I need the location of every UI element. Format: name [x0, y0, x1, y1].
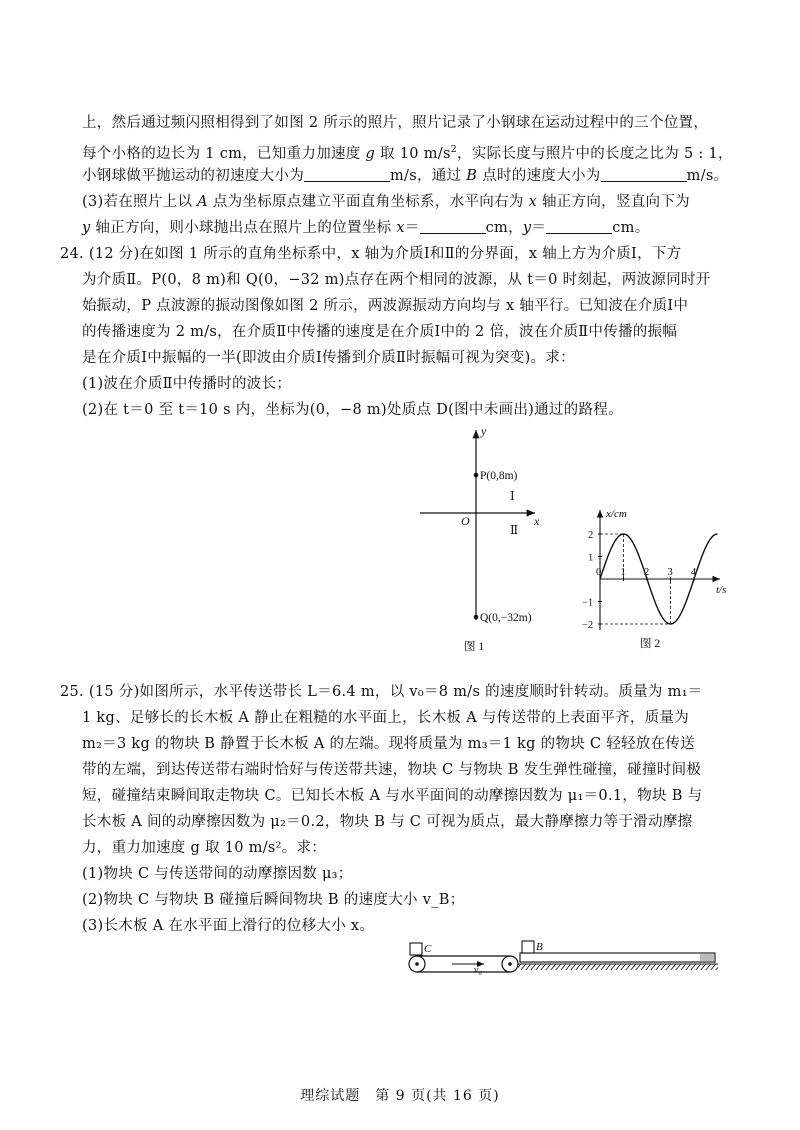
q23-var-x: x [528, 194, 538, 210]
fig2-y-tick-label: −2 [582, 620, 594, 631]
q23-line-1: 上，然后通过频闪照相得到了如图 2 所示的照片，照片记录了小钢球在运动过程中的三个位置， [82, 115, 709, 131]
velocity-label: v₀ [474, 965, 482, 976]
q25-line-7: 力，重力加速度 g 取 10 m/s²。求： [82, 840, 327, 856]
q23-line-3d: m/s。 [686, 168, 729, 184]
q23-var-B: B [466, 168, 478, 184]
page-footer: 理综试题 第 9 页(共 16 页) [300, 1088, 500, 1104]
q23-line-3c: 点时的速度大小为 [477, 168, 601, 184]
q23-line-5d: ＝ [531, 220, 547, 236]
fig2-y-tick-label: 1 [588, 552, 594, 564]
q23-line-3 [82, 166, 728, 186]
q24-line-2: 为介质Ⅱ。P(0，8 m)和 Q(0，−32 m)点存在两个相同的波源，从 t＝0 时刻起，两波源同时开 [82, 272, 711, 288]
q24-line-4: 的传播速度为 2 m/s，在介质Ⅱ中传播的速度是在介质Ⅰ中的 2 倍，波在介质Ⅱ中传播的振幅 [82, 324, 678, 340]
fig2-x-tick-label: 3 [667, 567, 673, 578]
fig2-x-label: t/s [716, 584, 727, 596]
left-pulley-axle [415, 962, 419, 966]
fig1-caption: 图 1 [464, 641, 485, 653]
q25-line-6: 长木板 A 间的动摩擦因数为 μ₂＝0.2，物块 B 与 C 可视为质点，最大静摩擦力等于滑动摩擦 [82, 814, 693, 830]
fig1-p-label: P(0,8m) [480, 470, 518, 482]
fig2-y-tick-label: 2 [588, 530, 594, 541]
answer-blank-v0[interactable] [304, 167, 390, 182]
answer-blank-vB[interactable] [601, 167, 687, 182]
fig1-origin-label: O [461, 514, 470, 528]
fig2-x-tick-label: 2 [644, 567, 650, 578]
q23-var-y2: y [522, 220, 532, 236]
q23-line-4b: 点为坐标原点建立平面直角坐标系，水平向右为 [207, 194, 529, 210]
q23-var-A: A [197, 194, 208, 210]
q25-line-1: 25. (15 分)如图所示，水平传送带长 L＝6.4 m，以 v₀＝8 m/s 的速度顺时针转动。质量为 m₁＝ [60, 684, 703, 700]
fig2-caption: 图 2 [640, 638, 661, 650]
figure-3-conveyor [400, 935, 720, 980]
q24-line-7: (2)在 t＝0 至 t＝10 s 内，坐标为(0，−8 m)处质点 D(图中未画出)通过的路程。 [82, 402, 623, 418]
q23-line-2 [82, 140, 733, 164]
q25-line-10: (3)长木板 A 在水平面上滑行的位移大小 x。 [82, 918, 375, 934]
q23-line-5e: cm。 [612, 220, 650, 236]
q25-line-4: 带的左端，到达传送带右端时恰好与传送带共速，物块 C 与物块 B 发生弹性碰撞，碰撞时间极 [82, 762, 702, 778]
answer-blank-x[interactable] [420, 219, 486, 234]
q23-line-5a: 轴正方向，则小球抛出点在照片上的位置坐标 [90, 220, 397, 236]
q23-line-5 [82, 218, 650, 238]
q25-line-5: 短，碰撞结束瞬间取走物块 C。已知长木板 A 与水平面间的动摩擦因数为 μ₁＝0.1，物块 B 与 [82, 788, 703, 804]
figure-2 [580, 500, 730, 660]
fig2-x-tick-label: 0 [596, 567, 602, 578]
q23-line-4a: (3)若在照片上以 [82, 194, 198, 210]
fig2-y-tick-label: −1 [582, 597, 594, 609]
ground-hatch [518, 964, 718, 970]
fig2-y-label: x/cm [606, 508, 627, 520]
q24-line-3: 始振动，P 点波源的振动图像如图 2 所示，两波源振动方向均与 x 轴平行。已知波在介质Ⅰ中 [82, 298, 689, 314]
q23-line-3b: m/s，通过 [390, 168, 467, 184]
board-a-end-shade [700, 954, 714, 961]
block-c [410, 943, 422, 955]
q24-line-1: 24. (12 分)在如图 1 所示的直角坐标系中，x 轴为介质Ⅰ和Ⅱ的分界面，x 轴上方为介质Ⅰ，下方 [60, 246, 682, 262]
q23-var-x2: x [396, 220, 405, 236]
fig2-x-tick-label: 1 [620, 567, 626, 578]
block-b [522, 941, 534, 953]
q24-line-6: (1)波在介质Ⅱ中传播时的波长； [82, 376, 292, 392]
q25-line-9: (2)物块 C 与物块 B 碰撞后瞬间物块 B 的速度大小 v_B； [82, 892, 465, 908]
q24-line-5: 是在介质Ⅰ中振幅的一半(即波由介质Ⅰ传播到介质Ⅱ时振幅可视为突变)。求： [82, 350, 575, 366]
q23-var-y: y [82, 220, 91, 236]
block-b-label: B [536, 941, 543, 953]
fig1-region-1: Ⅰ [510, 489, 515, 503]
q25-line-3: m₂＝3 kg 的物块 B 静置于长木板 A 的左端。现将质量为 m₃＝1 kg 的物块 C 轻轻放在传送 [82, 736, 696, 752]
q25-line-2: 1 kg、足够长的长木板 A 静止在粗糙的水平面上，长木板 A 与传送带的上表面平齐，质量为 [82, 710, 690, 726]
q23-var-g: g [365, 146, 376, 162]
figure-1 [410, 420, 560, 660]
q23-line-4c: 轴正方向，竖直向下为 [537, 194, 690, 210]
q25-line-8: (1)物块 C 与传送带间的动摩擦因数 μ₃； [82, 866, 353, 882]
q23-line-3a: 小钢球做平抛运动的初速度大小为 [82, 168, 304, 184]
q23-line-5b: ＝ [404, 220, 420, 236]
fig1-point-p [474, 473, 479, 478]
q23-line-2c: ，实际长度与照片中的长度之比为 5 : 1， [457, 146, 733, 162]
q23-sup-2: 2 [450, 144, 458, 155]
q23-line-5c: cm， [485, 220, 523, 236]
answer-blank-y[interactable] [546, 219, 612, 234]
right-pulley-axle [508, 962, 512, 966]
fig1-y-label: y [481, 424, 487, 438]
fig1-q-label: Q(0,−32m) [480, 612, 532, 624]
q23-line-2a: 每个小格的边长为 1 cm，已知重力加速度 [82, 146, 366, 162]
fig1-point-q [474, 615, 479, 620]
block-c-label: C [424, 943, 432, 955]
board-a [520, 953, 715, 962]
q23-line-2b: 取 10 m/s [375, 146, 451, 162]
q23-line-4 [82, 192, 690, 212]
fig2-x-tick-label: 4 [691, 567, 697, 578]
fig1-x-label: x [534, 514, 540, 528]
fig1-region-2: Ⅱ [510, 523, 519, 537]
